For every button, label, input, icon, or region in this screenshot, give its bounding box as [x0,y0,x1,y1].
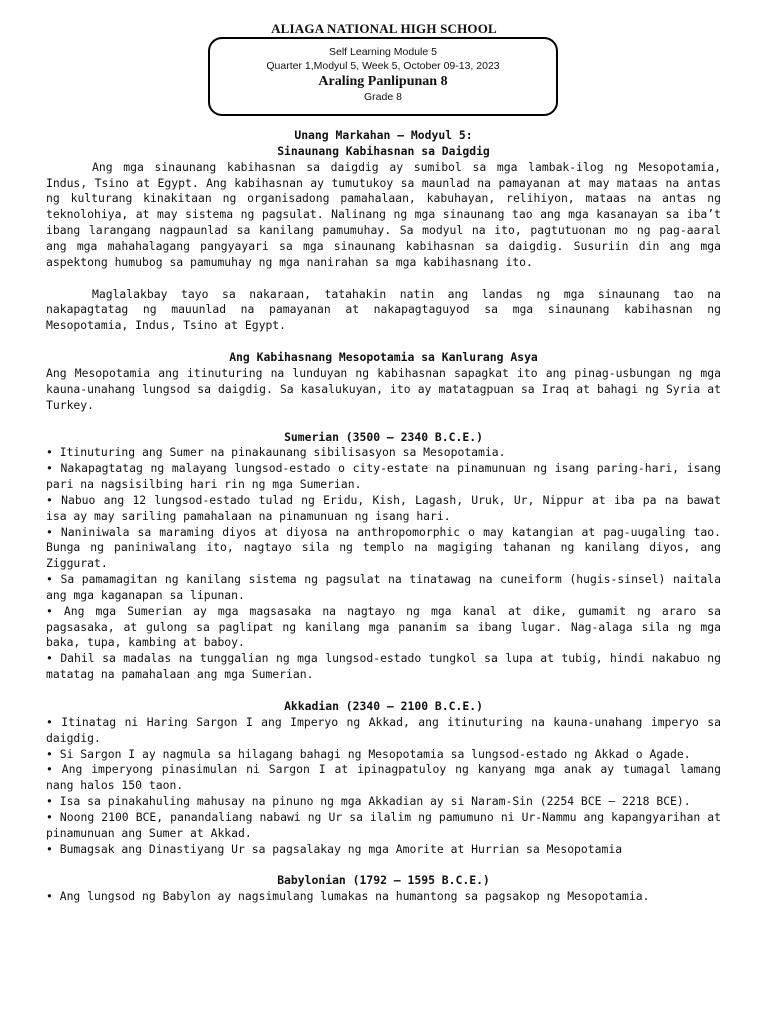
list-item: • Itinuturing ang Sumer na pinakaunang sibilisasyon sa Mesopotamia. [46,445,506,460]
list-item: • Noong 2100 BCE, panandaliang nabawi ng Ur sa ilalim ng pamumuno ni Ur-Nammu ang kapangyarihan at pinamunuan ang Sumer at Akkad. [46,809,721,840]
mesopotamia-paragraph: Ang Mesopotamia ang itinuturing na lunduyan ng kabihasnan sapagkat ito ang pinag-usbungan ng mga kauna-unahang lungsod sa daigdig. Sa kasalukuyan, ito ay matatagpuan sa Iraq at bahagi ng Syria at Turkey. [46,365,721,412]
babylonian-heading: Babylonian (1792 – 1595 B.C.E.) [277,873,490,888]
intro-paragraph: Ang mga sinaunang kabihasnan sa daigdig ay sumibol sa mga lambak-ilog ng Mesopotamia, Indus, Tsino at Egypt. Ang kabihasnan ay tumutukoy sa maunlad na pamayanan at may mataas na antas ng kulturang kinakitaan ng organisadong pamahalaan, kabuhayan, relihiyon, mataas na antas ng teknolohiya, at may sistema ng pagsulat. Nalinang ng mga sinaunang tao ang mga kasanayan sa iba’t ibang larangang nagpaunlad sa kanilang pamumuhay. Sa modyul na ito, pagtutuonan mo ng pag-aaral ang mga mahahalagang pangyayari sa mga sinaunang kabihasnan sa daigdig. Susuriin din ang mga aspektong humubog sa pamumuhay ng mga nanirahan sa mga kabihasnang ito. [46,159,721,269]
list-item: • Itinatag ni Haring Sargon I ang Imperyo ng Akkad, ang itinuturing na kauna-unahang imperyo sa daigdig. [46,714,721,745]
quarter-label: Quarter 1,Modyul 5, Week 5, October 09-13, 2023 [266,60,500,72]
list-item: • Ang mga Sumerian ay mga magsasaka na nagtayo ng mga kanal at dike, gumamit ng araro sa pagsasaka, at gulong sa paglipat ng kanilang mga pananim sa ibang lugar. Nag-alaga sila ng mga baka, tupa, kambing at baboy. [46,603,721,650]
second-paragraph: Maglalakbay tayo sa nakaraan, tatahakin natin ang landas ng mga sinaunang tao na nakapagtatag ng mauunlad na pamayanan at nakapagtaguyod sa mga sinaunang kabihasnan ng Mesopotamia, Indus, Tsino at Egypt. [46,286,721,333]
list-item: • Ang lungsod ng Babylon ay nagsimulang lumakas na humantong sa pagsakop ng Mesopotamia. [46,889,650,904]
list-item: • Naniniwala sa maraming diyos at diyosa na anthropomorphic o may katangian at pag-uugaling tao. Bunga ng paniniwalang ito, nagtayo sila ng templo na magiging tahanan ng kanilang diyos, ang Ziggurat. [46,524,721,571]
list-item: • Nakapagtatag ng malayang lungsod-estado o city-estate na pinamunuan ng isang paring-hari, isang pari na nagsisilbing hari rin ng mga Sumerian. [46,461,721,492]
list-item: • Bumagsak ang Dinastiyang Ur sa pagsalakay ng mga Amorite at Hurrian sa Mesopotamia [46,841,623,856]
sumerian-list [46,445,721,683]
sumerian-heading: Sumerian (3500 – 2340 B.C.E.) [284,429,483,444]
list-item: • Dahil sa madalas na tunggalian ng mga lungsod-estado tungkol sa lupa at tubig, hindi nakabuo ng matatag na pamahalaan ang mga Sumerian. [46,651,721,682]
list-item: • Sa pamamagitan ng kanilang sistema ng pagsulat na tinatawag na cuneiform (hugis-sinsel) naitala ang mga kaganapan sa lipunan. [46,572,721,602]
module-title-line1: Unang Markahan – Modyul 5: [294,128,473,142]
module-title-line2: Sinaunang Kabihasnan sa Daigdig [277,143,490,158]
list-item: • Si Sargon I ay nagmula sa hilagang bahagi ng Mesopotamia sa lungsod-estado ng Akkad o Agade. [46,746,691,761]
list-item: • Isa sa pinakahuling mahusay na pinuno ng mga Akkadian ay si Naram-Sin (2254 BCE – 2218 BCE). [46,794,691,809]
subject-label: Araling Panlipunan 8 [318,74,448,89]
grade-label: Grade 8 [364,91,402,103]
module-label: Self Learning Module 5 [329,46,437,58]
list-item: • Nabuo ang 12 lungsod-estado tulad ng Eridu, Kish, Lagash, Uruk, Ur, Nippur at iba pa na bawat isa ay may sariling pamahalaan na pinamunuan ng isang hari. [46,492,721,523]
module-content [46,128,721,905]
mesopotamia-heading: Ang Kabihasnang Mesopotamia sa Kanlurang Asya [229,350,538,365]
list-item: • Ang imperyong pinasimulan ni Sargon I at ipinagpatuloy ng kanyang mga anak ay tumagal lamang nang halos 150 taon. [46,762,721,793]
babylonian-list [46,889,721,905]
akkadian-heading: Akkadian (2340 – 2100 B.C.E.) [284,699,483,713]
akkadian-list [46,715,721,858]
module-header-box [208,37,558,116]
school-name: ALIAGA NATIONAL HIGH SCHOOL [271,21,497,36]
